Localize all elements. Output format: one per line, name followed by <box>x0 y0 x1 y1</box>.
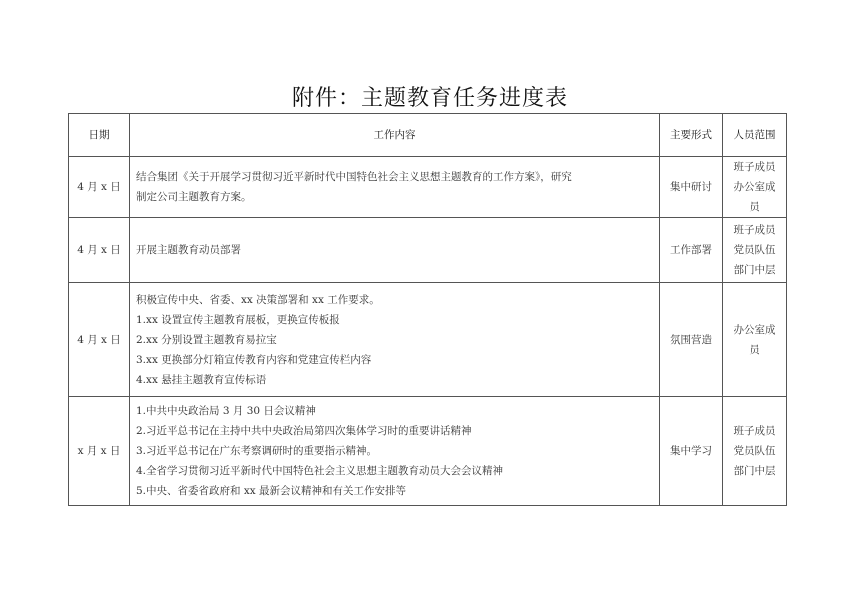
cell-form: 集中研讨 <box>660 157 723 218</box>
content-line: 4.全省学习贯彻习近平新时代中国特色社会主义思想主题教育动员大会会议精神 <box>136 465 504 477</box>
cell-date: 4 月 x 日 <box>69 283 130 397</box>
cell-scope <box>723 157 787 218</box>
cell-content <box>130 157 660 218</box>
scope-line: 员 <box>749 201 760 213</box>
header-content: 工作内容 <box>130 114 660 157</box>
cell-date: 4 月 x 日 <box>69 157 130 218</box>
cell-content <box>130 397 660 506</box>
content-line: 4.xx 悬挂主题教育宣传标语 <box>136 373 267 386</box>
scope-line: 党员队伍 <box>733 244 776 256</box>
content-line: 2.xx 分别设置主题教育易拉宝 <box>136 333 277 346</box>
content-line: 3.习近平总书记在广东考察调研时的重要指示精神。 <box>136 445 378 457</box>
content-line: 结合集团《关于开展学习贯彻习近平新时代中国特色社会主义思想主题教育的工作方案》，研究 <box>136 171 572 183</box>
table-row <box>69 283 787 397</box>
cell-scope <box>723 397 787 506</box>
header-date: 日期 <box>69 114 130 157</box>
document-title: 附件：主题教育任务进度表 <box>291 86 568 111</box>
schedule-table <box>68 113 787 506</box>
scope-line: 班子成员 <box>733 161 776 173</box>
scope-line: 部门中层 <box>733 465 776 477</box>
table-header-row <box>69 114 787 157</box>
content-line: 5.中央、省委省政府和 xx 最新会议精神和有关工作安排等 <box>136 485 407 497</box>
content-line: 制定公司主题教育方案。 <box>136 191 252 203</box>
scope-line: 办公室成 <box>733 323 776 336</box>
scope-line: 班子成员 <box>733 224 776 236</box>
content-line: 1.中共中央政治局 3 月 30 日会议精神 <box>136 405 316 417</box>
scope-line: 部门中层 <box>733 264 776 276</box>
cell-content <box>130 283 660 397</box>
content-line: 开展主题教育动员部署 <box>136 244 241 256</box>
cell-form: 工作部署 <box>660 218 723 283</box>
cell-scope <box>723 283 787 397</box>
table-row <box>69 397 787 506</box>
cell-date: 4 月 x 日 <box>69 218 130 283</box>
cell-date: x 月 x 日 <box>69 397 130 506</box>
cell-scope <box>723 218 787 283</box>
scope-line: 班子成员 <box>733 425 776 437</box>
header-scope: 人员范围 <box>723 114 787 157</box>
content-line: 积极宣传中央、省委、xx 决策部署和 xx 工作要求。 <box>136 293 380 306</box>
cell-form: 集中学习 <box>660 397 723 506</box>
scope-line: 员 <box>749 343 760 356</box>
content-line: 3.xx 更换部分灯箱宣传教育内容和党建宣传栏内容 <box>136 353 372 366</box>
scope-line: 党员队伍 <box>733 445 776 457</box>
header-form: 主要形式 <box>660 114 723 157</box>
table-row <box>69 218 787 283</box>
table-row <box>69 157 787 218</box>
cell-content <box>130 218 660 283</box>
content-line: 1.xx 设置宣传主题教育展板，更换宣传板报 <box>136 313 340 326</box>
cell-form: 氛围营造 <box>660 283 723 397</box>
scope-line: 办公室成 <box>733 181 776 193</box>
content-line: 2.习近平总书记在主持中共中央政治局第四次集体学习时的重要讲话精神 <box>136 425 472 437</box>
